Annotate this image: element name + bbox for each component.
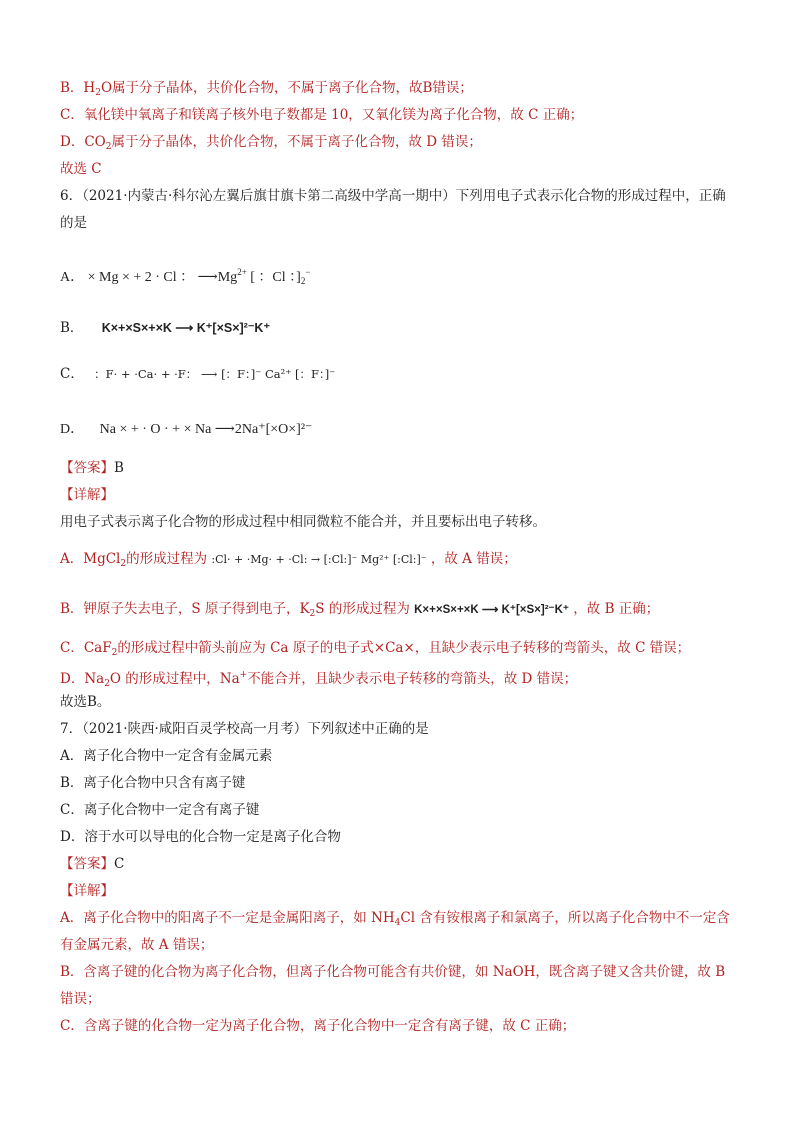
q7-option-a: A．离子化合物中一定含有金属元素 <box>60 748 273 764</box>
q7-explain-b-line1: B．含离子键的化合物为离子化合物，但离子化合物可能含有共价键，如 NaOH，既含离子键又含共价键，故 B <box>60 964 726 980</box>
prev-option-b: B．$H_2O$属于分子晶体，共价化合物，不属于离子化合物，故B错误； <box>60 80 473 98</box>
q7-detail-tag: 【详解】 <box>60 883 114 899</box>
q6-option-c <box>60 364 335 384</box>
q6-explain-c: C．CaF$_2$的形成过程中箭头前应为 Ca 原子的电子式×Ca×，且缺少表示电子转移的弯箭头，故 C 错误； <box>60 640 691 658</box>
option-a-rhs: [ ：Cl ：] <box>250 270 301 285</box>
option-b-equation: K×+×S×+×K ⟶ K⁺[×S×]²⁻K⁺ <box>101 321 271 335</box>
arrow-icon: ⟶ <box>214 422 235 437</box>
q6-explain-a: A．MgCl$_2$的形成过程为 :Cl· + ·Mg· + ·Cl: → [:Cl:]⁻ Mg²⁺ [:Cl:]⁻ ，故 A 错误； <box>60 551 517 569</box>
q6-explain-d: D．$Na_2O$ 的形成过程中，Na+不能合并，且缺少表示电子转移的弯箭头，故 D 错误； <box>60 670 578 689</box>
q6-detail: 用电子式表示离子化合物的形成过程中相同微粒不能合并，并且要标出电子转移。 <box>60 514 546 530</box>
q6-option-d <box>60 420 312 440</box>
q7-answer: 【答案】C <box>60 856 125 872</box>
q7-explain-a-line1: A．离子化合物中的阳离子不一定是金属阳离子，如 $NH_4Cl$ 含有铵根离子和氯离子，所以离子化合物中不一定含 <box>60 910 730 928</box>
q6-stem-line2: 的是 <box>60 215 87 231</box>
explain-a-equation: :Cl· + ·Mg· + ·Cl: → [:Cl:]⁻ Mg²⁺ [:Cl:]⁻ <box>211 553 427 566</box>
prev-option-c: C．氧化镁中氧离子和镁离子核外电子数都是 10，又氧化镁为离子化合物，故 C 正确； <box>60 107 584 123</box>
option-b-label: B． <box>60 320 84 336</box>
prev-option-d: D．$CO_2$属于分子晶体，共价化合物，不属于离子化合物，故 D 错误； <box>60 134 482 152</box>
arrow-icon: ⟶ <box>197 270 218 285</box>
q7-option-c: C．离子化合物中一定含有离子键 <box>60 802 260 818</box>
option-d-rhs: 2Na⁺[×O×]²⁻ <box>234 422 313 437</box>
option-a-label: A． <box>60 270 85 285</box>
q6-answer: 【答案】B <box>60 460 124 476</box>
q6-detail-tag: 【详解】 <box>60 487 114 503</box>
q6-explain-b: B．钾原子失去电子，S 原子得到电子，$K_2S$ 的形成过程为 K×+×S×+×K ⟶ K⁺[×S×]²⁻K⁺ ，故 B 正确； <box>60 601 660 619</box>
q7-option-b: B．离子化合物中只含有离子键 <box>60 775 246 791</box>
option-d-label: D． <box>60 422 85 437</box>
option-d-lhs: Na × + · O · + × Na <box>99 422 212 437</box>
prev-choose: 故选 C <box>60 161 102 177</box>
q6-stem-line1: 6．（2021·内蒙古·科尔沁左翼后旗甘旗卡第二高级中学高一期中）下列用电子式表示化合物的形成过程中，正确 <box>60 188 726 204</box>
q7-option-d: D．溶于水可以导电的化合物一定是离子化合物 <box>60 829 341 845</box>
option-a-lhs: × Mg × + 2 · Cl ： <box>87 270 195 285</box>
q7-explain-a-line2: 有金属元素，故 A 错误； <box>60 937 214 953</box>
q7-stem: 7．（2021·陕西·咸阳百灵学校高一月考）下列叙述中正确的是 <box>60 721 429 737</box>
q6-choose: 故选B。 <box>60 694 111 710</box>
q7-explain-b-line2: 错误； <box>60 991 101 1007</box>
q6-option-a: A． × Mg × + 2 · Cl ： $⟶Mg^{2+}$ [ ：Cl ：]$_2^-$ <box>60 267 311 286</box>
option-c-equation: ：F· + ·Ca· + ·F： ⟶ [：F：]⁻ Ca²⁺ [：F：]⁻ <box>94 367 336 381</box>
q7-explain-c: C．含离子键的化合物一定为离子化合物，离子化合物中一定含有离子键，故 C 正确； <box>60 1018 576 1034</box>
q6-option-b <box>60 318 270 338</box>
option-c-label: C． <box>60 366 84 382</box>
explain-b-equation: K×+×S×+×K ⟶ K⁺[×S×]²⁻K⁺ <box>414 604 569 616</box>
